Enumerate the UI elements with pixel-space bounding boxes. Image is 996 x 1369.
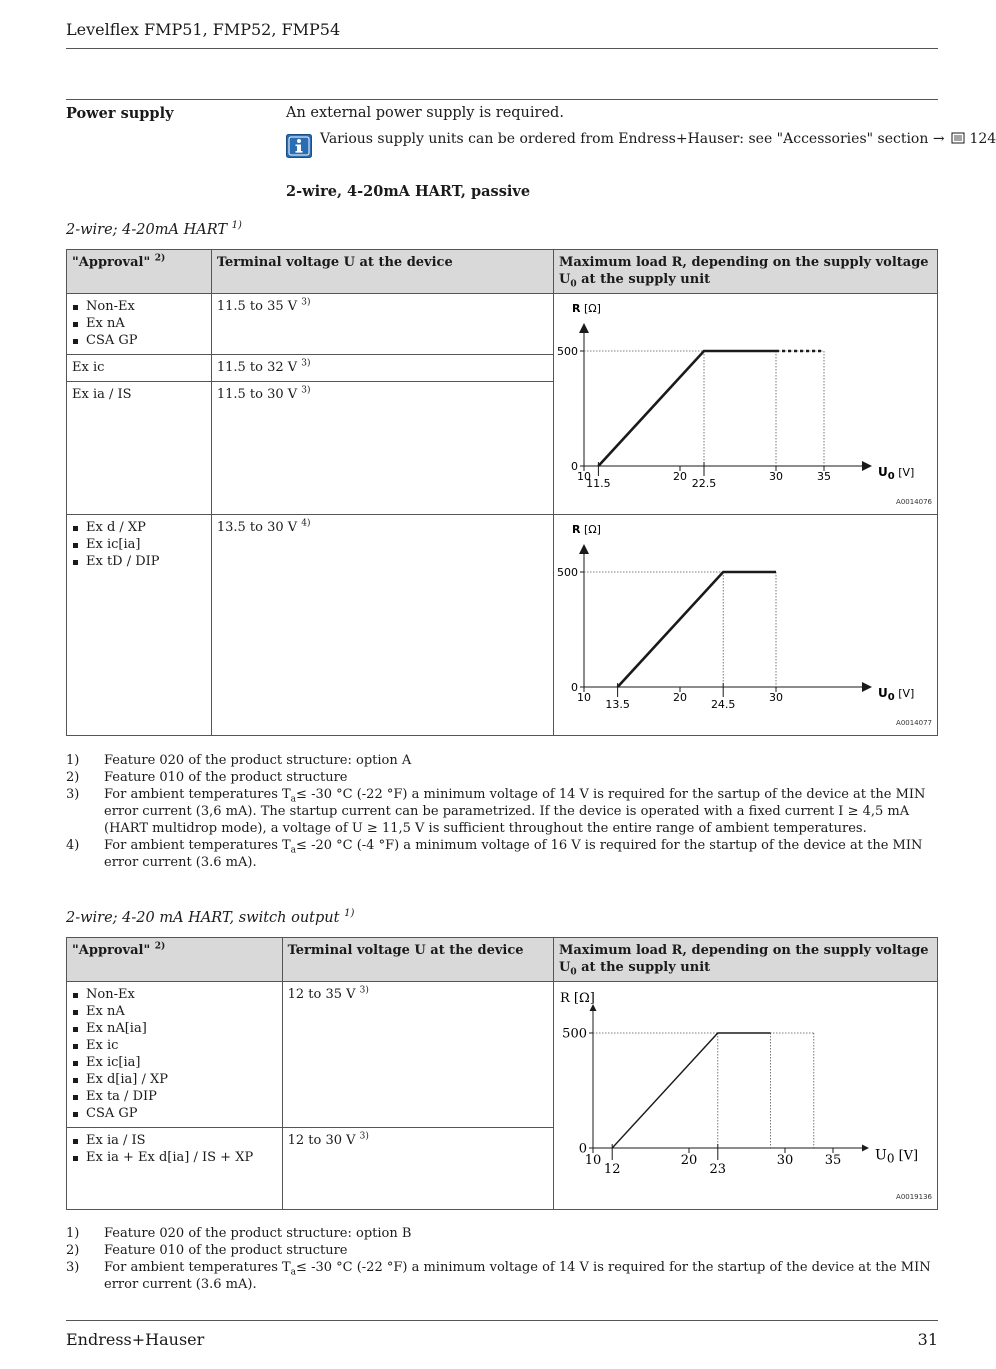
list-item: Ex ia / IS bbox=[72, 1132, 277, 1149]
x-mark-label: 24.5 bbox=[710, 698, 736, 711]
list-item: Non-Ex bbox=[72, 298, 206, 315]
x-mark-label: 22.5 bbox=[691, 477, 717, 490]
table2-header-row bbox=[67, 938, 938, 982]
chart-cell-2 bbox=[553, 515, 937, 736]
x-axis-arrow bbox=[862, 461, 872, 471]
list-item: Ex ia + Ex d[ia] / IS + XP bbox=[72, 1149, 277, 1166]
info-note bbox=[320, 131, 996, 147]
x-tick-label: 30 bbox=[768, 691, 783, 704]
x-tick-label: 35 bbox=[816, 470, 831, 483]
section-label-power-supply: Power supply bbox=[66, 105, 174, 122]
x-tick-label: 10 bbox=[576, 691, 591, 704]
list-item: Ex ic bbox=[72, 1037, 277, 1054]
table1-header-row bbox=[67, 250, 938, 294]
x-tick-label: 20 bbox=[672, 470, 687, 483]
header-terminal-voltage: Terminal voltage U at the device bbox=[211, 250, 553, 294]
footnote: 4) For ambient temperatures $T_a\le -20$ °C (-4 °F) a minimum voltage of 16 V is required for the startup of the device at the MIN error current (3.6 mA). bbox=[66, 838, 923, 870]
voltage-cell: 11.5 to 30 V $^{3)}$ bbox=[211, 382, 553, 515]
page-reference-link[interactable]: 124 bbox=[969, 131, 996, 147]
x-axis-arrow bbox=[862, 1145, 869, 1152]
header-approval: "Approval" $^{2)}$ bbox=[67, 250, 212, 294]
table-row bbox=[67, 515, 938, 736]
footnote: 3) For ambient temperatures $T_a\le -30$ °C (-22 °F) a minimum voltage of 14 V is required for the sartup of the device at the MIN error current (3,6 mA). The startup current can be parametrized. If the device is operated with a fixed current I ≥ 4,5 mA (HART multidrop mode), a voltage of U ≥ 11,5 V is sufficient throughout the entire range of ambient temperatures. bbox=[66, 787, 926, 836]
voltage-cell: 12 to 35 V $^{3)}$ bbox=[282, 982, 553, 1128]
list-item: Ex d / XP bbox=[72, 519, 206, 536]
chart-cell-1 bbox=[553, 294, 937, 515]
y-axis-label-symbol: R bbox=[571, 302, 581, 315]
y-axis-label-unit: [Ω] bbox=[580, 523, 601, 536]
header-divider bbox=[66, 48, 938, 49]
x-axis-label-symbol: U bbox=[877, 464, 888, 479]
y-tick-label: 500 bbox=[562, 1026, 587, 1042]
approval-cell: Ex ic bbox=[67, 355, 212, 382]
y-tick-label: 500 bbox=[556, 565, 578, 579]
x-axis-label bbox=[875, 1148, 918, 1166]
chart-cell-3 bbox=[553, 982, 937, 1210]
x-axis-label-unit: [V] bbox=[894, 1148, 919, 1164]
x-axis-label-unit: [V] bbox=[894, 465, 915, 479]
book-icon bbox=[951, 132, 965, 144]
table1 bbox=[66, 249, 938, 736]
table1-caption bbox=[66, 222, 242, 238]
x-mark-label: 13.5 bbox=[605, 698, 630, 711]
y-tick-label: 0 bbox=[578, 1141, 587, 1157]
x-axis-label bbox=[878, 686, 914, 703]
x-axis-label-symbol: U bbox=[874, 1147, 887, 1164]
load-chart-2 bbox=[554, 515, 936, 734]
x-axis-arrow bbox=[862, 682, 872, 692]
x-tick-label: 10 bbox=[584, 1153, 602, 1168]
approval-cell bbox=[67, 1128, 283, 1210]
table1-footnotes bbox=[66, 752, 938, 871]
y-axis-label-unit: [Ω] bbox=[569, 991, 595, 1006]
approval-cell bbox=[67, 982, 283, 1128]
x-mark-label: 12 bbox=[603, 1162, 621, 1177]
table2-footnotes bbox=[66, 1225, 938, 1293]
list-item: Ex nA bbox=[72, 1003, 277, 1020]
x-mark-label: 11.5 bbox=[586, 477, 611, 490]
load-line bbox=[598, 351, 776, 466]
table-row bbox=[67, 982, 938, 1128]
header-maximum-load: Maximum load R, depending on the supply voltage $U_0$ at the supply unit bbox=[553, 250, 937, 294]
y-axis-arrow bbox=[579, 323, 589, 333]
table1-caption-text: 2-wire; 4-20mA HART bbox=[66, 222, 228, 238]
x-axis-label-unit: [V] bbox=[894, 686, 915, 700]
list-item: Ex d[ia] / XP bbox=[72, 1071, 277, 1088]
x-axis-label-sub: 0 bbox=[886, 1151, 895, 1166]
info-icon bbox=[286, 134, 312, 158]
footnote: 1) Feature 020 of the product structure: option A bbox=[66, 753, 412, 768]
approval-cell bbox=[67, 294, 212, 355]
voltage-cell: 12 to 30 V $^{3)}$ bbox=[282, 1128, 553, 1210]
y-tick-label: 0 bbox=[570, 680, 578, 694]
y-axis-label bbox=[560, 991, 595, 1006]
y-axis-arrow bbox=[579, 544, 589, 554]
voltage-cell: 11.5 to 35 V $^{3)}$ bbox=[211, 294, 553, 355]
subheading-2-wire-hart-passive: 2-wire, 4-20mA HART, passive bbox=[286, 183, 531, 200]
x-axis-label-sub: 0 bbox=[887, 691, 895, 703]
footnote: 1) Feature 020 of the product structure: option B bbox=[66, 1226, 412, 1241]
voltage-cell: 13.5 to 30 V $^{4)}$ bbox=[211, 515, 553, 736]
y-axis-label-symbol: R bbox=[571, 523, 581, 536]
list-item: Ex nA bbox=[72, 315, 206, 332]
document-header-title: Levelflex FMP51, FMP52, FMP54 bbox=[66, 20, 341, 39]
chart-code-1: A0014076 bbox=[896, 498, 932, 506]
chart-code-2: A0014077 bbox=[896, 719, 932, 727]
header-approval: "Approval" $^{2)}$ bbox=[67, 938, 283, 982]
footnote: 2) Feature 010 of the product structure bbox=[66, 770, 348, 785]
list-item: CSA GP bbox=[72, 332, 206, 349]
x-axis-label-symbol: U bbox=[877, 685, 888, 700]
table2-caption bbox=[66, 910, 354, 926]
approval-cell bbox=[67, 515, 212, 736]
footer-brand: Endress+Hauser bbox=[66, 1330, 205, 1349]
voltage-cell: 11.5 to 32 V $^{3)}$ bbox=[211, 355, 553, 382]
y-axis-label-symbol: R bbox=[559, 991, 570, 1006]
x-tick-label: 20 bbox=[672, 691, 687, 704]
header-maximum-load: Maximum load R, depending on the supply voltage $U_0$ at the supply unit bbox=[553, 938, 937, 982]
load-chart-1 bbox=[554, 294, 936, 513]
y-tick-label: 500 bbox=[556, 344, 578, 358]
footnote: 3) For ambient temperatures $T_a\le -30$ °C (-22 °F) a minimum voltage of 14 V is required for the startup of the device at the MIN error current (3.6 mA). bbox=[66, 1260, 931, 1292]
y-tick-label: 0 bbox=[570, 459, 578, 473]
page-number: 31 bbox=[917, 1330, 938, 1349]
table2-caption-text: 2-wire; 4-20 mA HART, switch output bbox=[66, 910, 340, 926]
x-axis-label bbox=[878, 465, 914, 482]
approval-cell: Ex ia / IS bbox=[67, 382, 212, 515]
load-line bbox=[618, 572, 776, 687]
list-item: Ex ic[ia] bbox=[72, 1054, 277, 1071]
footer-divider bbox=[66, 1320, 938, 1321]
table2 bbox=[66, 937, 938, 1210]
list-item: Non-Ex bbox=[72, 986, 277, 1003]
load-line bbox=[612, 1033, 770, 1148]
table-row bbox=[67, 294, 938, 355]
x-tick-label: 10 bbox=[576, 470, 591, 483]
list-item: Ex ta / DIP bbox=[72, 1088, 277, 1105]
footnote: 2) Feature 010 of the product structure bbox=[66, 1243, 348, 1258]
list-item: CSA GP bbox=[72, 1105, 277, 1122]
chart-code-3: A0019136 bbox=[896, 1193, 932, 1201]
table1-caption-footnote: 1) bbox=[231, 220, 242, 232]
list-item: Ex tD / DIP bbox=[72, 553, 206, 570]
section-divider bbox=[66, 99, 938, 100]
table2-caption-footnote: 1) bbox=[344, 908, 355, 920]
x-tick-label: 35 bbox=[824, 1153, 842, 1168]
load-chart-3 bbox=[554, 982, 936, 1208]
x-axis-label-sub: 0 bbox=[887, 470, 895, 482]
y-axis-label bbox=[572, 523, 601, 536]
x-mark-label: 23 bbox=[709, 1162, 727, 1177]
power-supply-text: An external power supply is required. bbox=[286, 105, 564, 121]
x-tick-label: 30 bbox=[768, 470, 783, 483]
header-terminal-voltage: Terminal voltage U at the device bbox=[282, 938, 553, 982]
list-item: Ex nA[ia] bbox=[72, 1020, 277, 1037]
y-axis-label-unit: [Ω] bbox=[580, 302, 601, 315]
x-tick-label: 30 bbox=[776, 1153, 794, 1168]
info-note-text: Various supply units can be ordered from Endress+Hauser: see "Accessories" section → bbox=[320, 131, 945, 147]
list-item: Ex ic[ia] bbox=[72, 536, 206, 553]
x-tick-label: 20 bbox=[680, 1153, 698, 1168]
y-axis-label bbox=[572, 302, 601, 315]
